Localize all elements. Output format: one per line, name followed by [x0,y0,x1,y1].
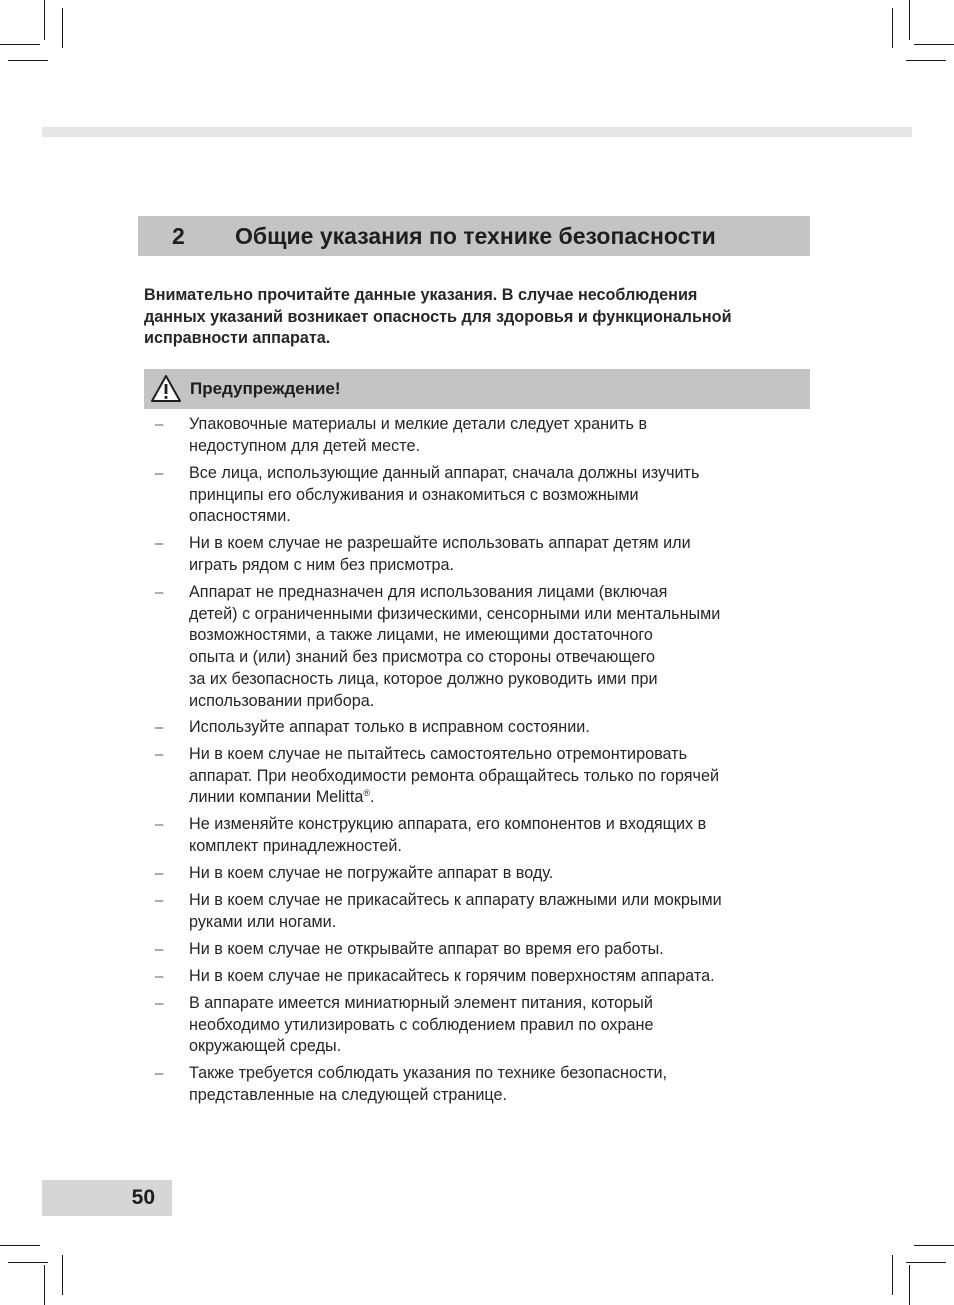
list-item-text [189,1063,794,1106]
chapter-title: Общие указания по технике безопасности [235,222,716,249]
crop-mark [44,1265,45,1305]
text-line: играть рядом с ним без присмотра. [189,555,455,574]
list-item-text [189,582,794,712]
list-bullet: – [155,416,164,433]
crop-mark [909,0,910,40]
list-item-text [189,890,794,933]
list-item-text [189,863,794,885]
list-bullet: – [155,719,164,736]
crop-mark [906,60,946,61]
text-line: представленные на следующей странице. [189,1085,507,1104]
crop-mark [44,0,45,40]
crop-mark [62,8,63,48]
list-bullet: – [155,892,164,909]
list-bullet: – [155,535,164,552]
punctuation: . [370,788,375,807]
header-rule [42,127,912,137]
list-item-text [189,939,794,961]
list-bullet: – [155,941,164,958]
text-line: Не изменяйте конструкцию аппарата, его компонентов и входящих в [189,815,707,833]
crop-mark [914,1245,954,1246]
text-line: Упаковочные материалы и мелкие детали следует хранить в [189,415,648,433]
list-bullet: – [155,584,164,601]
crop-mark [8,60,48,61]
intro-line: Внимательно прочитайте данные указания. В случае несоблюдения [144,286,698,304]
chapter-heading [138,216,810,256]
list-item-text [189,966,794,988]
text-line: Ни в коем случае не прикасайтесь к аппарату влажными или мокрыми [189,891,722,909]
list-bullet: – [155,865,164,882]
warning-triangle-icon [150,374,182,404]
list-item-text [189,814,794,857]
list-item-text [189,993,794,1058]
registered-mark: ® [363,788,371,799]
list-item-text [189,463,794,528]
text-line: Аппарат не предназначен для использования лицами (включая [189,583,668,601]
text-line: Ни в коем случае не пытайтесь самостоятельно отремонтировать [189,745,688,763]
text-line: окружающей среды. [189,1037,342,1056]
text-line: Также требуется соблюдать указания по технике безопасности, [189,1064,668,1082]
list-bullet: – [155,1065,164,1082]
page-number: 50 [131,1186,155,1209]
text-line: необходимо утилизировать с соблюдением правил по охране [189,1015,654,1034]
text-line: принципы его обслуживания и ознакомиться с возможными [189,485,639,504]
text-line: руками или ногами. [189,912,337,931]
text-line: детей) с ограниченными физическими, сенсорными или ментальными [189,604,721,623]
text-line [189,787,794,809]
list-item-text [189,533,794,576]
text-line: за их безопасность лица, которое должно руководить ими при [189,669,658,688]
crop-mark [892,8,893,48]
page-number-box [42,1180,172,1216]
warning-heading [144,369,810,409]
warning-label: Предупреждение! [190,379,341,398]
text-line: аппарат. При необходимости ремонта обращайтесь только по горячей [189,766,719,785]
brand-text: линии компании Melitta [189,788,364,807]
list-item-text [189,717,794,739]
text-line: опыта и (или) знаний без присмотра со стороны отвечающего [189,648,656,667]
text-line: возможностями, а также лицами, не имеющими достаточного [189,626,653,645]
text-line: В аппарате имеется миниатюрный элемент питания, который [189,994,653,1012]
chapter-number: 2 [172,222,185,249]
text-line: комплект принадлежностей. [189,836,402,855]
text-line: Все лица, использующие данный аппарат, сначала должны изучить [189,464,700,482]
intro-line: данных указаний возникает опасность для здоровья и функциональной [144,307,732,326]
crop-mark [0,1245,40,1246]
text-line: Ни в коем случае не открывайте аппарат во время его работы. [189,940,664,958]
text-line: Используйте аппарат только в исправном состоянии. [189,718,590,736]
list-bullet: – [155,746,164,763]
intro-paragraph [144,285,816,350]
list-item-text [189,414,794,457]
list-item-text [189,744,794,809]
text-line: Ни в коем случае не погружайте аппарат в воду. [189,864,554,882]
crop-mark [909,1265,910,1305]
text-line: опасностями. [189,507,291,526]
list-bullet: – [155,968,164,985]
list-bullet: – [155,816,164,833]
text-line: недоступном для детей месте. [189,436,420,455]
crop-mark [8,1262,48,1263]
list-bullet: – [155,995,164,1012]
crop-mark [892,1255,893,1295]
text-line: использовании прибора. [189,691,375,710]
text-line: Ни в коем случае не прикасайтесь к горячим поверхностям аппарата. [189,967,715,985]
crop-mark [914,44,954,45]
crop-mark [906,1262,946,1263]
crop-mark [62,1255,63,1295]
intro-line: исправности аппарата. [144,329,331,348]
list-bullet: – [155,465,164,482]
text-line: Ни в коем случае не разрешайте использовать аппарат детям или [189,534,691,552]
crop-mark [0,44,40,45]
